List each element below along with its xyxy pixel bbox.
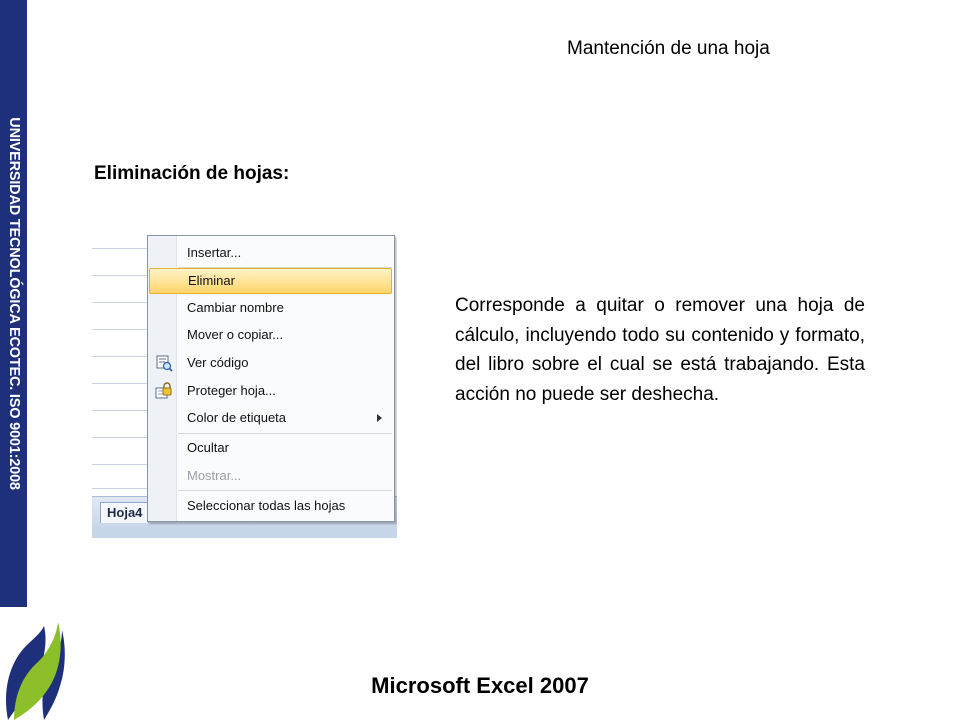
menu-item-label: Mostrar... xyxy=(187,468,242,483)
university-leaf-logo xyxy=(0,612,66,720)
view-code-icon xyxy=(155,354,173,372)
section-heading: Eliminación de hojas: xyxy=(94,163,290,184)
grid-line xyxy=(92,275,148,276)
grid-line xyxy=(92,248,148,249)
menu-item-eliminar[interactable] xyxy=(149,268,392,294)
context-menu xyxy=(147,235,395,522)
grid-line xyxy=(92,437,148,438)
menu-separator xyxy=(178,433,392,434)
grid-line xyxy=(92,410,148,411)
menu-item-label: Ver código xyxy=(187,355,249,370)
menu-item-label: Ocultar xyxy=(187,440,229,455)
menu-item-label: Insertar... xyxy=(187,245,242,260)
menu-item-label: Color de etiqueta xyxy=(187,410,287,425)
grid-line xyxy=(92,488,148,489)
grid-line xyxy=(92,329,148,330)
menu-item-mostrar xyxy=(149,464,392,488)
menu-separator xyxy=(178,490,392,491)
menu-item-proteger-hoja[interactable] xyxy=(149,379,392,403)
excel-context-menu-screenshot xyxy=(92,230,397,538)
menu-item-ver-codigo[interactable] xyxy=(149,351,392,375)
menu-item-label: Seleccionar todas las hojas xyxy=(187,498,346,513)
menu-item-label: Eliminar xyxy=(188,273,235,288)
menu-item-cambiar-nombre[interactable] xyxy=(149,296,392,320)
grid-line xyxy=(92,464,148,465)
menu-item-mover-copiar[interactable] xyxy=(149,323,392,347)
grid-line xyxy=(92,302,148,303)
page-title: Mantención de una hoja xyxy=(567,38,770,59)
menu-item-color-etiqueta[interactable] xyxy=(149,406,392,430)
tab-bar-bottom xyxy=(92,527,397,538)
grid-line xyxy=(92,383,148,384)
footer-title: Microsoft Excel 2007 xyxy=(371,673,589,698)
sheet-tab[interactable]: Hoja4 xyxy=(100,502,149,523)
menu-item-seleccionar-todas[interactable] xyxy=(149,494,392,518)
menu-item-ocultar[interactable] xyxy=(149,436,392,460)
protect-sheet-icon xyxy=(155,382,173,400)
sidebar-banner xyxy=(0,0,27,607)
sidebar-text: UNIVERSIDAD TECNOLÓGICA ECOTEC. ISO 9001:2008 xyxy=(6,117,22,490)
menu-item-label: Mover o copiar... xyxy=(187,327,284,342)
submenu-arrow-icon xyxy=(377,414,382,422)
description-text: Corresponde a quitar o remover una hoja de cálculo, incluyendo todo su contenido y formato, del libro sobre el cual se está trabajando. Esta acción no puede ser deshecha. xyxy=(455,295,865,405)
menu-item-insertar[interactable] xyxy=(149,241,392,265)
menu-item-label: Proteger hoja... xyxy=(187,383,276,398)
grid-line xyxy=(92,356,148,357)
menu-item-label: Cambiar nombre xyxy=(187,300,284,315)
